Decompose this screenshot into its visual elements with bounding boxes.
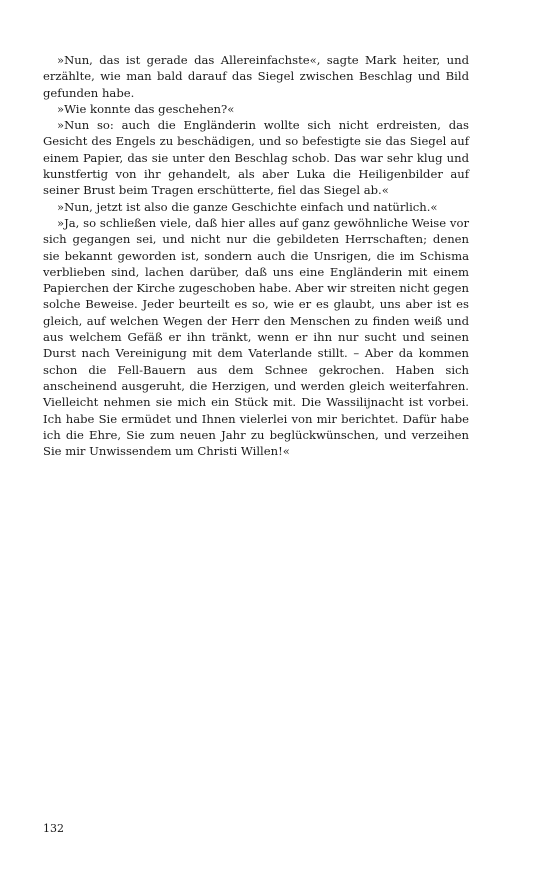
page-number: 132 — [43, 822, 64, 835]
paragraph-2: »Wie konnte das geschehen?« — [57, 101, 235, 116]
paragraph-3: »Nun so: auch die Engländerin wollte sich nicht erdreisten, das Gesicht des Engels zu beschädigen, und so befestigte sie das Siegel auf einem Papier, das sie unter den Beschlag schob. Das war sehr klug und kunstfertig von ihr gehandelt, als aber Luka die Heiligenbilder auf seiner Brust beim Tragen erschütterte, fiel das Siegel ab.« — [43, 118, 469, 198]
paragraph-5: »Ja, so schließen viele, daß hier alles auf ganz gewöhnliche Weise vor sich gegangen sei, und nicht nur die gebildeten Herrschaften; denen sie bekannt geworden ist, sondern auch die Unsrigen, die im Schisma verblieben sind, lachen darüber, daß uns eine Engländerin mit einem Papierchen der Kirche zugeschoben habe. Aber wir streiten nicht gegen solche Beweise. Jeder beurteilt es so, wie er es glaubt, uns aber ist es gleich, auf welchen Wegen der Herr den Menschen zu finden weiß und aus welchem Gefäß er ihn tränkt, wenn er ihn nur sucht und seinen Durst nach Vereinigung mit dem Vaterlande stillt. – Aber da kommen schon die Fell-Bauern aus dem Schnee gekrochen. Haben sich anscheinend ausgeruht, die Herzigen, und werden gleich weiterfahren. Vielleicht nehmen sie mich ein Stück mit. Die Wassilijnacht ist vorbei. Ich habe Sie ermüdet und Ihnen vielerlei von mir berichtet. Dafür habe ich die Ehre, Sie zum neuen Jahr zu beglückwünschen, und verzeihen Sie mir Unwissendem um Christi Willen!« — [43, 215, 469, 459]
body-text — [43, 52, 469, 459]
paragraph-4: »Nun, jetzt ist also die ganze Geschichte einfach und natürlich.« — [57, 199, 438, 214]
paragraph-1: »Nun, das ist gerade das Allereinfachste«, sagte Mark heiter, und erzählte, wie man bald darauf das Siegel zwischen Beschlag und Bild gefunden habe. — [43, 53, 469, 100]
